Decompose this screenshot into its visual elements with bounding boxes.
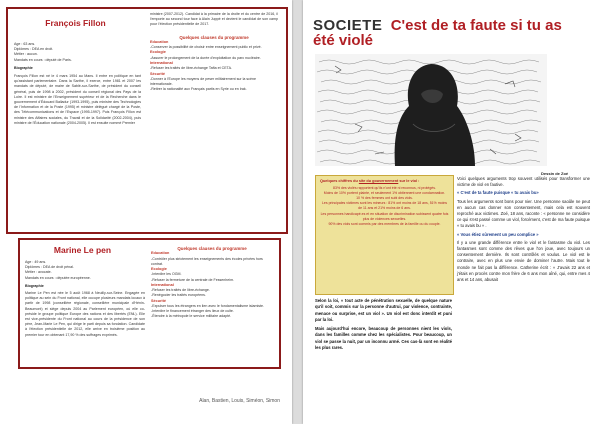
program-section: Education — [151, 251, 170, 256]
fillon-name: François Fillon — [45, 18, 106, 28]
lepen-mandate: Mandats en cours : députée européenne. — [25, 275, 91, 280]
fillon-job: Métier : aucun. — [14, 52, 38, 57]
stats-heading-link[interactable]: site du gouvernement — [358, 179, 399, 183]
image-caption: Dessin de Zoé — [541, 171, 569, 176]
lepen-box — [18, 238, 281, 369]
drawing-svg — [315, 54, 547, 166]
stat-line: Les personnes handicapé.es et en situation de discrimination subissent quatre fois plus de violences sexuelles. — [320, 211, 449, 221]
program-item: -Interdire les OGM. — [151, 272, 182, 277]
drawing-image — [315, 54, 547, 166]
stats-box — [315, 175, 454, 295]
program-section: International — [150, 61, 173, 66]
program-item: -Assurer le prolongement de la durée d'exploitation du parc nucléaire. — [150, 55, 261, 60]
fillon-bio — [14, 42, 141, 126]
program-item: -Refuser la fermeture de la centrale de Fessenheim. — [151, 277, 235, 282]
lepen-name: Marine Le pen — [53, 245, 112, 255]
stat-line: 10 % des femmes ont subi des viols. — [356, 196, 413, 201]
program-item: -Contrôler plus strictement les enseignements des écoles privées hors contrat. — [151, 256, 263, 266]
program-section: Education — [150, 39, 169, 44]
right-page — [303, 0, 600, 424]
lepen-program-col — [151, 246, 273, 320]
stats-content — [316, 176, 453, 230]
program-item: -Refuser les traités de libre-échange. — [151, 288, 210, 293]
fillon-program-title: Quelques clauses du programme — [179, 34, 249, 40]
program-item: -Retirer la nationalité aux Français partis en Syrie ou en Irak. — [150, 87, 247, 92]
right-quote-1: « C'est de ta faute puisque « tu avais bu» — [457, 190, 539, 196]
middle-column — [315, 298, 452, 351]
stat-line: Moins de 10% portent plainte, et seulement 1% obtiennent une condamnation. — [323, 191, 446, 196]
fillon-age: Age : 63 ans. — [14, 42, 36, 46]
program-section: Ecologie — [151, 267, 167, 272]
fillon-box — [6, 7, 288, 234]
program-item: -Refuser les traités de libre-échange Tafta et CETA. — [150, 66, 232, 71]
left-page — [0, 0, 292, 424]
fillon-biography: François Fillon est né le 4 mars 1954 au Mans. Il entre en politique en tant qu'assistant parlementaire. Dans la Sarthe, il exerce, entre 1981 et 2007 les mandats de député, de maire de Sablé-sur-Sarthe, de président du conseil général, puis de 1998 à 2002, président du conseil régional des Pays de la Loire. Il est ministre de l'Enseignement supérieur et de la Recherche dans le gouvernement d'Édouard Balladur (1993-1995), puis ministre des Technologies de l'Information et de la Poste (1995) et ministre délégué chargé de la Poste, des Télécommunications et de l'Espace (1995-1997). Puis François Fillon est ministre des Affaires sociales, du Travail et de la Solidarité (2002-2004), puis ministre de l'Éducation nationale (2004-2005). Il est ensuite nommé Premier — [14, 74, 141, 125]
fillon-diploma: Diplômes : DEA en droit. — [14, 47, 54, 52]
program-section: Ecologie — [150, 50, 166, 55]
lepen-program-title: Quelques clauses du programme — [177, 246, 247, 251]
lepen-program — [151, 251, 273, 319]
program-item: -Interdire le financement étranger des lieux de culte. — [151, 309, 234, 314]
program-section: International — [151, 282, 174, 287]
stat-line: Les principales victimes sont les mineurs : 81% ont moins de 18 ans, 51% moins de 11 ans et 21% moins de 6 ans. — [321, 201, 448, 211]
lepen-age: Age : 49 ans. — [25, 260, 47, 264]
middle-paragraph: Mais aujourd'hui encore, beaucoup de personnes nient les viols, dans les familles comme chez les spécialistes. Pour beaucoup, un viol se passe la nuit, par un inconnu armé. Ces cas-là sont en réalité les plus rares. — [315, 326, 452, 351]
lepen-biography: Marine Le Pen est née le 5 août 1968 à Neuilly-sur-Seine. Engagée en politique au sein du Front national, elle occupe plusieurs mandats locaux à partir de 1998 (conseillère régionale, conseillère municipale d'Hénin-Beaumont) et siège depuis 2004 au Parlement européen, où elle co-préside le groupe politique Europe des nations et des libertés (ENL). Elle est vice-présidente du Front national au cours de la présidence de son père, Jean-Marie Le Pen, qui dirige le parti depuis sa fondation. Candidate à l'élection présidentielle de 2012, elle arrive en troisième position au premier tour en obtenant 17,90 % des suffrages exprimés. — [25, 291, 145, 337]
fillon-biography-cont: ministre (2007-2012). Candidat à la primaire de la droite et du centre de 2016, il l'emporte au second tour face à Alain Juppé et devient le candidat de son camp pour l'élection présidentielle de 2017. — [150, 12, 278, 27]
stat-line: 90% des viols sont commis par des membres de la famille ou du couple. — [328, 221, 441, 226]
lepen-diploma: Diplômes : DEA de droit pénal. — [25, 265, 74, 270]
program-section: Sécurité — [151, 298, 166, 303]
right-paragraph-2: Il y a une grande différence entre le viol et le fantasme du viol. Les fantasmes sont comme des rêves que l'on joue, avec toujours un consentement dernière. Ils sont contrôlés et voulus. Le viol est le contraire, avec en plus une envie de dominer l'autre. Mais tout le monde ne fait pas la différence. Catherine écrit : « J'avais 22 ans et j'étais en procès contre mon frère de 6 ans mon aîné, qui, entre mes 4 ans et 14 ans, abusait — [457, 239, 590, 283]
program-item: -Expulser tous les étrangers en lien avec le fondamentalisme islamiste. — [151, 304, 265, 309]
article-title — [313, 18, 578, 48]
right-paragraph-1: Tous les arguments sont bons pour nier. Une personne saoûle ne peut en aucun cas donner son consentement, mais cela est souvent reproché aux victimes. Zoé, 18 ans, raconte : « personne ne considère ce qui s'est passé comme un viol, forcément, c'est de ma faute puisque « tu avais bu » . — [457, 198, 590, 229]
program-section: Sécurité — [150, 71, 165, 76]
lepen-bio — [25, 260, 145, 338]
fillon-mandate: Mandats en cours : député de Paris. — [14, 57, 72, 62]
program-item: -Renégocier les traités européens. — [151, 293, 206, 298]
program-item: -Conserver la possibilité de choisir entre enseignement public et privé. — [150, 45, 262, 50]
right-quote-2: « Vous étiez sûrement un peu complice » — [457, 231, 539, 237]
lepen-job: Métier : avocate. — [25, 270, 52, 275]
lepen-bio-heading: Biographie — [25, 283, 44, 288]
stat-line: 83% des violés rapportent qu'ils n'ont été ni reconnus, ni protégés. — [333, 186, 436, 191]
title-text: C'est de ta faute si tu as été violé — [313, 17, 562, 49]
fillon-bio-heading: Biographie — [14, 65, 33, 70]
right-intro: Voici quelques arguments trop souvent utilisés pour transformer une victime de viol en fautive. — [457, 176, 590, 188]
authors: Alan, Bastien, Louis, Siméon, Simon — [199, 398, 280, 404]
stats-heading-suffix: sur le viol : — [398, 179, 420, 183]
stats-heading-prefix: Quelques chiffres du — [320, 179, 359, 183]
fillon-program-col — [150, 12, 278, 93]
stats-heading — [320, 179, 449, 184]
title-keyword: SOCIETE — [313, 17, 383, 34]
right-column — [457, 176, 590, 285]
program-item: -Étendre à la métropole le service militaire adapté. — [151, 314, 232, 319]
middle-paragraph: Selon la loi, « tout acte de pénétration sexuelle, de quelque nature qu'il soit, commis sur la personne d'autrui, par violence, contrainte, menace ou surprise, est un viol ». Un viol est donc interdit et puni par la loi. — [315, 298, 452, 322]
fillon-program — [150, 40, 278, 93]
program-item: -Donner à l'Europe les moyens de peser militairement sur la scène internationale. — [150, 77, 256, 87]
